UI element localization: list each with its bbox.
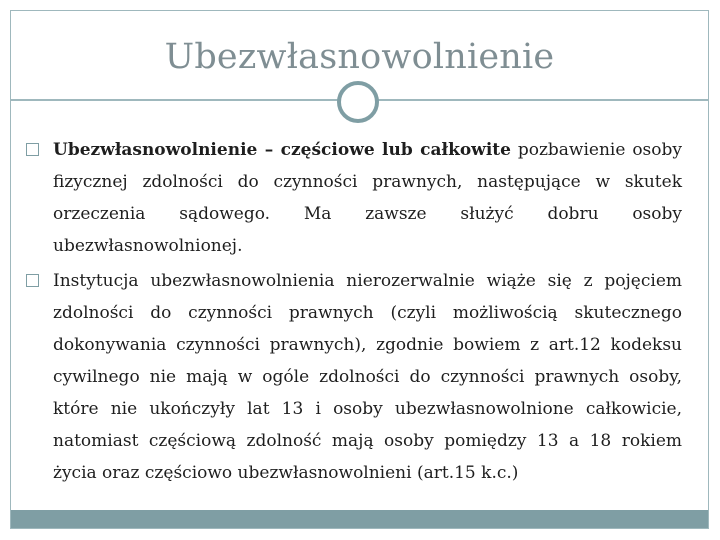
square-bullet-icon <box>26 274 39 287</box>
bullet-1-text: pozbawienie osoby fizycznej zdolności do czynności prawnych, następujące w skutek orzeczenia sądowego. Ma zawsze służyć dobru osoby ubezwłasnowolnionej. <box>53 140 683 256</box>
square-bullet-icon <box>26 143 39 156</box>
slide-title: Ubezwłasnowolnienie <box>164 37 555 77</box>
bullet-item-2 <box>25 265 682 489</box>
slide-content <box>25 134 682 492</box>
slide <box>10 10 709 529</box>
bullet-item-1 <box>25 134 682 262</box>
footer-bar <box>11 510 708 528</box>
bullet-2-text: Instytucja ubezwłasnowolnienia nierozerwalnie wiąże się z pojęciem zdolności do czynności prawnych (czyli możliwością skutecznego dokonywania czynności prawnych), zgodnie bowiem z art.12 kodeksu cywilnego nie mają w ogóle zdolności do czynności prawnych osoby, które nie ukończyły lat 13 i osoby ubezwłasnowolnione całkowicie, natomiast częściową zdolność mają osoby pomiędzy 13 a 18 rokiem życia oraz częściowo ubezwłasnowolnieni (art.15 k.c.) <box>53 271 682 483</box>
circle-ornament-icon <box>337 81 379 123</box>
bullet-1-bold-text: Ubezwłasnowolnienie – częściowe lub całkowite <box>53 140 511 160</box>
